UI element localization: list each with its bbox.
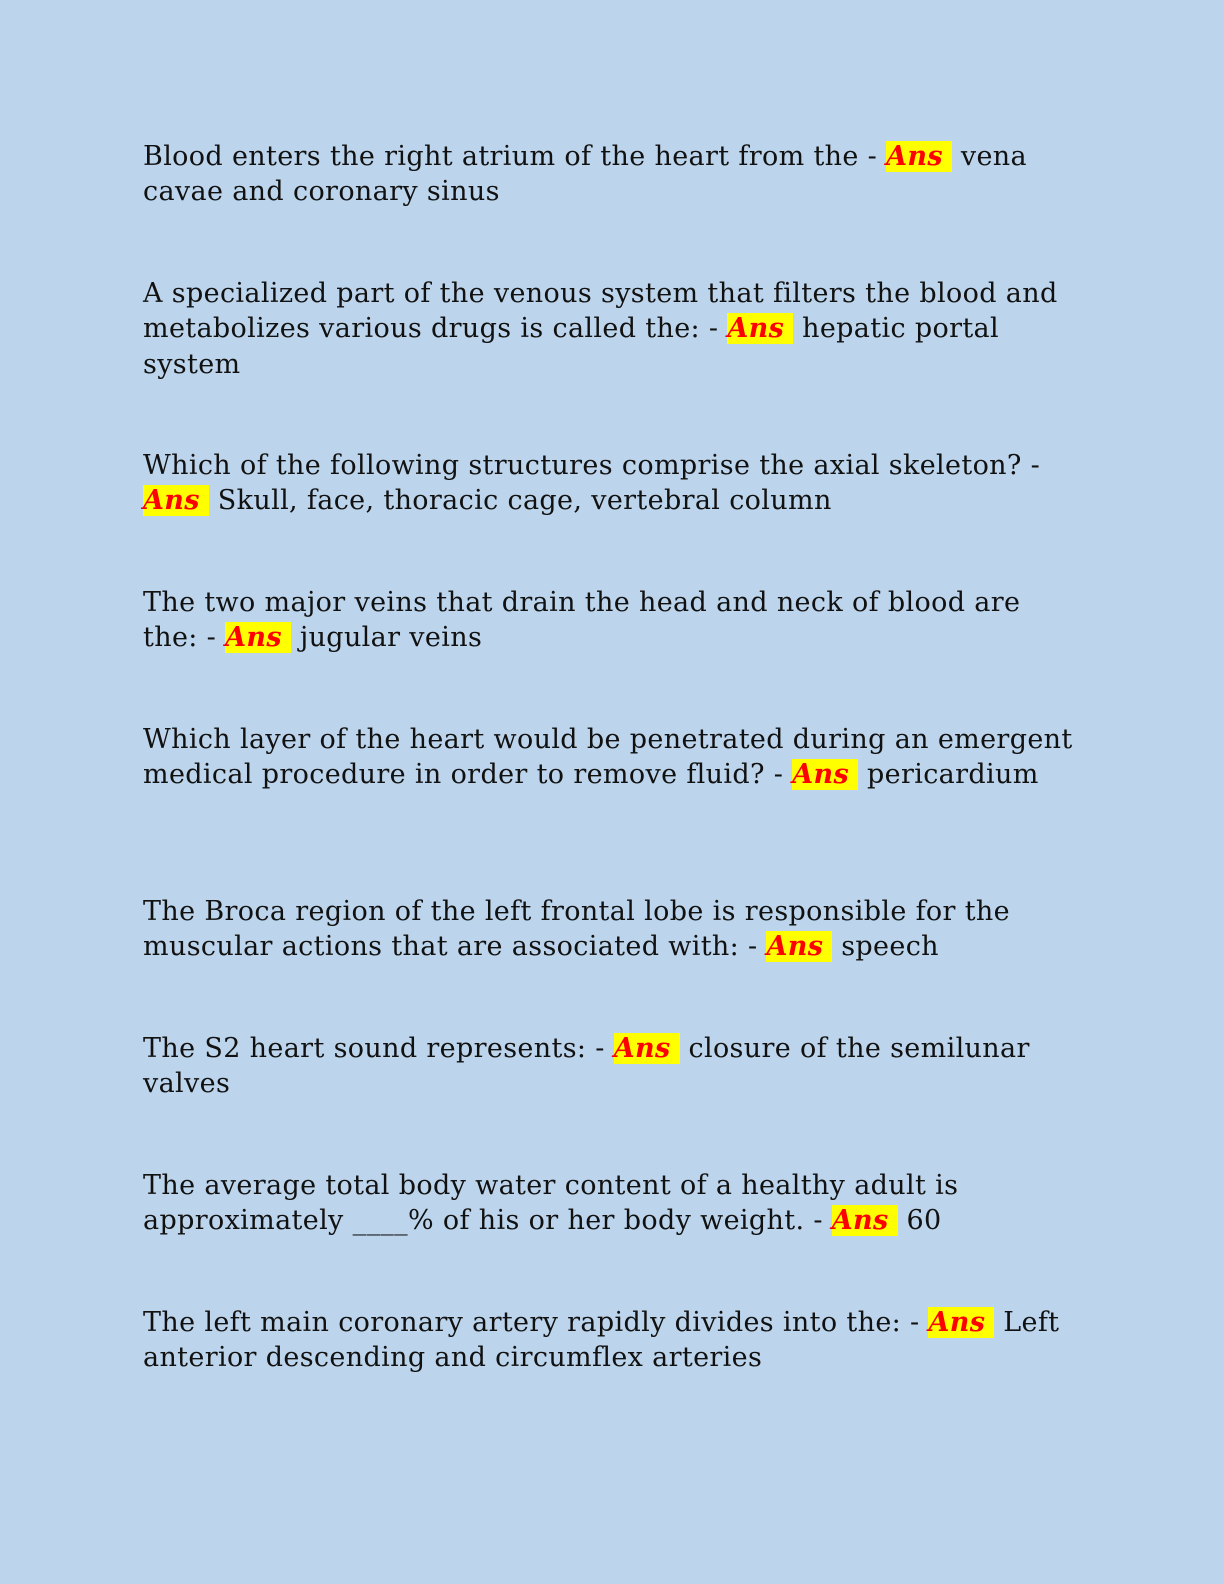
ans-label: Ans [143, 485, 209, 516]
question-text: Blood enters the right atrium of the heart from the - [143, 141, 887, 172]
ans-label: Ans [928, 1307, 994, 1338]
ans-label: Ans [614, 1033, 680, 1064]
qa-item-pericardium [143, 722, 1083, 860]
answer-text: hepatic portal system [143, 313, 999, 380]
ans-label: Ans [727, 313, 793, 344]
question-text: The average total body water content of a healthy adult is approximately ____% of his or her body weight. - [143, 1170, 959, 1237]
qa-item-axial-skeleton [143, 448, 1083, 551]
answer-text: jugular veins [299, 622, 483, 654]
document-page [143, 139, 1083, 1408]
question-text: Which of the following structures comprise the axial skeleton? - [143, 450, 1041, 481]
ans-label: Ans [886, 141, 952, 172]
answer-text: Skull, face, thoracic cage, vertebral column [217, 485, 832, 517]
ans-label: Ans [832, 1205, 898, 1236]
qa-item-hepatic-portal [143, 276, 1083, 414]
answer-text: 60 [906, 1205, 942, 1237]
answer-text: pericardium [866, 759, 1039, 791]
qa-item-right-atrium [143, 139, 1083, 242]
qa-item-body-water [143, 1168, 1083, 1271]
qa-item-jugular-veins [143, 585, 1083, 688]
question-text: The S2 heart sound represents: - [143, 1033, 614, 1064]
ans-label: Ans [225, 622, 291, 653]
answer-text: speech [841, 931, 939, 963]
question-text: The left main coronary artery rapidly divides into the: - [143, 1307, 929, 1338]
answer-text: vena cavae and coronary sinus [143, 141, 1027, 208]
ans-label: Ans [766, 931, 832, 962]
question-text: The two major veins that drain the head and neck of blood are the: - [143, 587, 1021, 654]
answer-text: closure of the semilunar valves [143, 1033, 1030, 1100]
ans-label: Ans [792, 759, 858, 790]
answer-text: Left anterior descending and circumflex arteries [143, 1307, 1060, 1374]
qa-item-coronary-artery [143, 1305, 1083, 1408]
qa-item-s2-heart-sound [143, 1031, 1083, 1134]
question-text: The Broca region of the left frontal lobe is responsible for the muscular actions that are associated with: - [143, 896, 1010, 963]
question-text: A specialized part of the venous system that filters the blood and metabolizes various drugs is called the: - [143, 278, 1058, 345]
qa-item-broca-region [143, 894, 1083, 997]
question-text: Which layer of the heart would be penetrated during an emergent medical procedure in order to remove fluid? - [143, 724, 1073, 791]
